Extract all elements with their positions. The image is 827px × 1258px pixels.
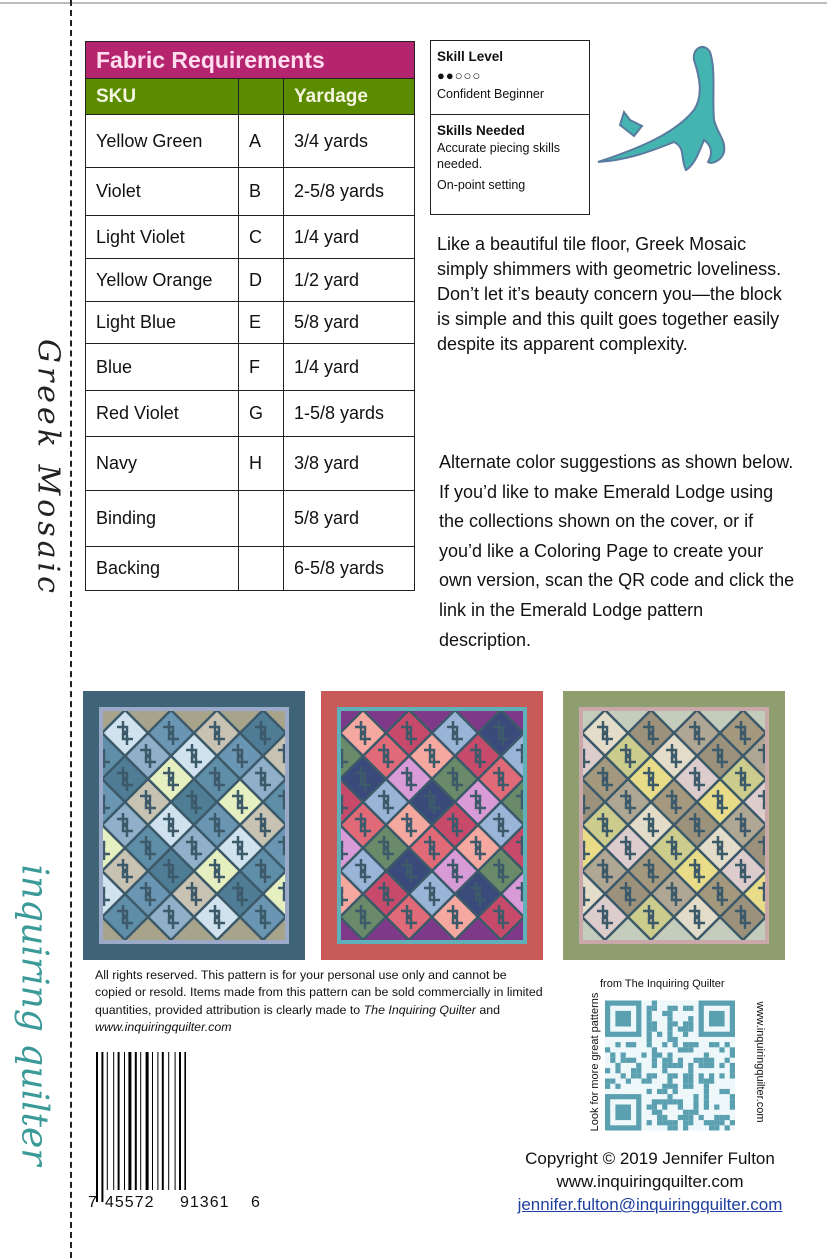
fabric-yardage: 5/8 yard bbox=[284, 491, 415, 547]
qr-code[interactable] bbox=[605, 998, 735, 1133]
qr-module bbox=[626, 1042, 631, 1047]
qr-module bbox=[730, 1068, 735, 1073]
skills-needed-1: Accurate piecing skills needed. bbox=[437, 141, 560, 171]
fabric-row bbox=[86, 491, 415, 547]
fabric-row bbox=[86, 302, 415, 344]
barcode-bar bbox=[107, 1052, 108, 1190]
qr-module bbox=[704, 1058, 709, 1063]
qr-module bbox=[631, 1058, 636, 1063]
qr-module bbox=[647, 1120, 652, 1125]
qr-module bbox=[725, 1115, 730, 1120]
qr-caption-left: Look for more great patterns bbox=[589, 992, 601, 1132]
qr-module bbox=[678, 1047, 683, 1052]
qr-module bbox=[688, 1120, 693, 1125]
header-sku: SKU bbox=[86, 79, 239, 115]
fabric-row bbox=[86, 344, 415, 391]
qr-module bbox=[652, 1047, 657, 1052]
qr-module bbox=[647, 1016, 652, 1021]
qr-module bbox=[688, 1021, 693, 1026]
qr-module bbox=[725, 1089, 730, 1094]
website-text: www.inquiringquilter.com bbox=[556, 1172, 744, 1191]
qr-module bbox=[647, 1079, 652, 1084]
quilt-preview-1 bbox=[83, 691, 305, 960]
qr-module bbox=[652, 1099, 657, 1104]
qr-module bbox=[652, 1058, 657, 1063]
qr-module bbox=[605, 1068, 610, 1073]
qr-module bbox=[626, 1079, 631, 1084]
qr-module bbox=[647, 1042, 652, 1047]
qr-module bbox=[652, 1027, 657, 1032]
qr-module bbox=[667, 1058, 672, 1063]
qr-module bbox=[615, 1084, 620, 1089]
barcode-bar bbox=[135, 1052, 137, 1190]
qr-module bbox=[693, 1058, 698, 1063]
qr-module bbox=[699, 1079, 704, 1084]
qr-module bbox=[709, 1125, 714, 1130]
qr-module bbox=[678, 1105, 683, 1110]
qr-module bbox=[647, 1032, 652, 1037]
qr-module bbox=[688, 1027, 693, 1032]
qr-module bbox=[683, 1047, 688, 1052]
fabric-yardage: 3/8 yard bbox=[284, 437, 415, 491]
qr-module bbox=[673, 1084, 678, 1089]
qr-module bbox=[730, 1047, 735, 1052]
qr-module bbox=[667, 1063, 672, 1068]
fabric-letter: C bbox=[239, 216, 284, 259]
qr-module bbox=[647, 1011, 652, 1016]
qr-module bbox=[610, 1079, 615, 1084]
copyright-block bbox=[505, 1147, 795, 1216]
qr-module bbox=[673, 1099, 678, 1104]
description-text: Like a beautiful tile floor, Greek Mosaic simply shimmers with geometric loveliness. Don’t let it’s beauty concern you—the block is simple and this quilt goes together easily despite its apparent complexity. bbox=[437, 234, 782, 354]
qr-module bbox=[647, 1089, 652, 1094]
fabric-row bbox=[86, 216, 415, 259]
qr-module bbox=[657, 1099, 662, 1104]
qr-module bbox=[652, 1073, 657, 1078]
qr-module bbox=[688, 1079, 693, 1084]
qr-module bbox=[673, 1125, 678, 1130]
qr-module bbox=[683, 1120, 688, 1125]
fabric-letter: A bbox=[239, 115, 284, 168]
qr-finder-center bbox=[615, 1105, 631, 1121]
qr-module bbox=[725, 1058, 730, 1063]
fabric-name: Yellow Orange bbox=[86, 259, 239, 302]
barcode-digits-left: 45572 bbox=[105, 1194, 155, 1211]
qr-module bbox=[699, 1073, 704, 1078]
fabric-letter: F bbox=[239, 344, 284, 391]
qr-module bbox=[693, 1042, 698, 1047]
quilt-blocks bbox=[83, 710, 305, 940]
fabric-row bbox=[86, 115, 415, 168]
qr-module bbox=[693, 1110, 698, 1115]
qr-module bbox=[683, 1032, 688, 1037]
fabric-letter: H bbox=[239, 437, 284, 491]
qr-module bbox=[693, 1094, 698, 1099]
alternate-colors-text: Alternate color suggestions as shown below. If you’d like to make Emerald Lodge using the collections shown on the cover, or if you’d like a Coloring Page to create your own version, scan the QR code and click the link in the Emerald Lodge pattern description. bbox=[439, 452, 795, 650]
qr-module bbox=[688, 1115, 693, 1120]
barcode-bar bbox=[124, 1052, 125, 1190]
qr-module bbox=[683, 1073, 688, 1078]
qr-module bbox=[662, 1058, 667, 1063]
fabric-yardage: 1-5/8 yards bbox=[284, 391, 415, 437]
qr-module bbox=[688, 1016, 693, 1021]
barcode bbox=[88, 1052, 178, 1222]
qr-module bbox=[621, 1073, 626, 1078]
qr-module bbox=[647, 1073, 652, 1078]
email-link[interactable]: jennifer.fulton@inquiringquilter.com bbox=[517, 1195, 783, 1214]
qr-module bbox=[704, 1053, 709, 1058]
qr-module bbox=[667, 1084, 672, 1089]
qr-module bbox=[662, 1089, 667, 1094]
qr-module bbox=[688, 1063, 693, 1068]
barcode-bar bbox=[168, 1052, 169, 1190]
table-title: Fabric Requirements bbox=[86, 42, 415, 79]
qr-module bbox=[683, 1084, 688, 1089]
qr-module bbox=[714, 1125, 719, 1130]
qr-module bbox=[662, 1099, 667, 1104]
qr-module bbox=[714, 1042, 719, 1047]
qr-module bbox=[605, 1084, 610, 1089]
barcode-digits-right: 91361 bbox=[180, 1194, 230, 1211]
fabric-name: Blue bbox=[86, 344, 239, 391]
qr-module bbox=[704, 1120, 709, 1125]
qr-module bbox=[631, 1042, 636, 1047]
qr-module bbox=[704, 1094, 709, 1099]
qr-module bbox=[673, 1021, 678, 1026]
qr-module bbox=[688, 1084, 693, 1089]
qr-caption-top: from The Inquiring Quilter bbox=[600, 978, 725, 990]
qr-module bbox=[704, 1063, 709, 1068]
qr-module bbox=[673, 1120, 678, 1125]
fabric-name: Binding bbox=[86, 491, 239, 547]
barcode-bar bbox=[96, 1052, 98, 1202]
qr-module bbox=[683, 1110, 688, 1115]
qr-module bbox=[641, 1079, 646, 1084]
qr-module bbox=[709, 1079, 714, 1084]
qr-module bbox=[667, 1006, 672, 1011]
qr-module bbox=[652, 1006, 657, 1011]
fabric-yardage: 1/2 yard bbox=[284, 259, 415, 302]
qr-module bbox=[647, 1037, 652, 1042]
pattern-title: Greek Mosaic bbox=[30, 339, 66, 597]
qr-module bbox=[652, 1053, 657, 1058]
fabric-yardage: 1/4 yard bbox=[284, 216, 415, 259]
qr-module bbox=[662, 1120, 667, 1125]
qr-module bbox=[662, 1068, 667, 1073]
qr-module bbox=[615, 1063, 620, 1068]
qr-module bbox=[709, 1120, 714, 1125]
qr-module bbox=[683, 1042, 688, 1047]
brand-logo-text: inquiring quilter bbox=[13, 864, 55, 1166]
barcode-bar bbox=[162, 1052, 164, 1190]
qr-module bbox=[725, 1125, 730, 1130]
qr-module bbox=[621, 1058, 626, 1063]
qr-module bbox=[688, 1068, 693, 1073]
qr-module bbox=[662, 1084, 667, 1089]
qr-module bbox=[714, 1115, 719, 1120]
qr-module bbox=[647, 1027, 652, 1032]
qr-module bbox=[678, 1027, 683, 1032]
barcode-bar bbox=[101, 1052, 103, 1202]
fabric-requirements-table bbox=[85, 41, 415, 591]
qr-module bbox=[631, 1068, 636, 1073]
qr-module bbox=[704, 1089, 709, 1094]
qr-module bbox=[610, 1053, 615, 1058]
qr-module bbox=[662, 1063, 667, 1068]
qr-module bbox=[704, 1105, 709, 1110]
rights-company: The Inquiring Quilter bbox=[363, 1002, 476, 1017]
fabric-row bbox=[86, 168, 415, 216]
qr-module bbox=[662, 1115, 667, 1120]
qr-module bbox=[652, 1105, 657, 1110]
fabric-name: Light Violet bbox=[86, 216, 239, 259]
qr-module bbox=[621, 1053, 626, 1058]
qr-module bbox=[730, 1094, 735, 1099]
qr-module bbox=[683, 1125, 688, 1130]
fabric-name: Light Blue bbox=[86, 302, 239, 344]
cat-logo-icon bbox=[594, 40, 746, 180]
qr-module bbox=[683, 1006, 688, 1011]
qr-module bbox=[652, 1021, 657, 1026]
qr-module bbox=[667, 1120, 672, 1125]
page-top-border bbox=[0, 2, 827, 4]
qr-module bbox=[647, 1021, 652, 1026]
qr-module bbox=[673, 1037, 678, 1042]
barcode-bar bbox=[146, 1052, 149, 1190]
fabric-letter: B bbox=[239, 168, 284, 216]
qr-module bbox=[631, 1073, 636, 1078]
rights-website: www.inquiringquilter.com bbox=[95, 1019, 232, 1034]
qr-module bbox=[683, 1079, 688, 1084]
qr-module bbox=[688, 1110, 693, 1115]
barcode-bar bbox=[179, 1052, 181, 1190]
qr-module bbox=[647, 1006, 652, 1011]
qr-module bbox=[652, 1001, 657, 1006]
skill-level-rating: ●●○○○ bbox=[437, 68, 482, 83]
qr-module bbox=[693, 1105, 698, 1110]
qr-module bbox=[678, 1058, 683, 1063]
fabric-letter: E bbox=[239, 302, 284, 344]
barcode-bar bbox=[152, 1052, 153, 1190]
quilt-blocks bbox=[321, 710, 543, 940]
qr-module bbox=[636, 1068, 641, 1073]
qr-module bbox=[719, 1115, 724, 1120]
cut-line bbox=[70, 0, 72, 1258]
qr-module bbox=[610, 1058, 615, 1063]
barcode-digit-first: 7 bbox=[88, 1194, 97, 1211]
copyright-text: Copyright © 2019 Jennifer Fulton bbox=[525, 1149, 775, 1168]
qr-module bbox=[657, 1110, 662, 1115]
qr-module bbox=[688, 1042, 693, 1047]
fabric-name: Navy bbox=[86, 437, 239, 491]
qr-module bbox=[683, 1115, 688, 1120]
barcode-bar bbox=[184, 1052, 186, 1190]
qr-module bbox=[730, 1073, 735, 1078]
skill-box bbox=[430, 40, 590, 215]
qr-module bbox=[730, 1063, 735, 1068]
quilt-preview-3 bbox=[563, 691, 785, 960]
barcode-bars bbox=[96, 1052, 186, 1202]
fabric-name: Red Violet bbox=[86, 391, 239, 437]
quilt-blocks bbox=[563, 710, 785, 940]
barcode-digit-last: 6 bbox=[251, 1194, 260, 1211]
qr-module bbox=[730, 1053, 735, 1058]
qr-module bbox=[730, 1099, 735, 1104]
fabric-letter bbox=[239, 547, 284, 591]
qr-finder-center bbox=[709, 1011, 725, 1027]
qr-module bbox=[657, 1032, 662, 1037]
qr-module bbox=[657, 1115, 662, 1120]
qr-module bbox=[667, 1125, 672, 1130]
qr-module bbox=[667, 1053, 672, 1058]
fabric-row bbox=[86, 259, 415, 302]
rights-notice bbox=[95, 967, 545, 1036]
barcode-bar bbox=[157, 1052, 158, 1190]
qr-module bbox=[673, 1063, 678, 1068]
qr-module bbox=[605, 1047, 610, 1052]
skill-level-label: Confident Beginner bbox=[437, 87, 545, 101]
qr-module bbox=[678, 1063, 683, 1068]
fabric-yardage: 3/4 yards bbox=[284, 115, 415, 168]
qr-module bbox=[719, 1073, 724, 1078]
qr-module bbox=[699, 1058, 704, 1063]
fabric-name: Backing bbox=[86, 547, 239, 591]
qr-module bbox=[725, 1042, 730, 1047]
qr-module bbox=[693, 1099, 698, 1104]
fabric-row bbox=[86, 391, 415, 437]
qr-module bbox=[673, 1073, 678, 1078]
qr-module bbox=[709, 1063, 714, 1068]
qr-module bbox=[605, 1079, 610, 1084]
fabric-letter: G bbox=[239, 391, 284, 437]
qr-module bbox=[667, 1073, 672, 1078]
qr-module bbox=[662, 1042, 667, 1047]
qr-module bbox=[678, 1115, 683, 1120]
qr-module bbox=[667, 1037, 672, 1042]
qr-module bbox=[730, 1120, 735, 1125]
qr-module bbox=[667, 1032, 672, 1037]
fabric-name: Violet bbox=[86, 168, 239, 216]
qr-finder-center bbox=[615, 1011, 631, 1027]
qr-section bbox=[580, 978, 765, 1138]
qr-module bbox=[704, 1084, 709, 1089]
qr-module bbox=[667, 1079, 672, 1084]
qr-module bbox=[714, 1120, 719, 1125]
qr-module bbox=[615, 1068, 620, 1073]
qr-module bbox=[730, 1105, 735, 1110]
qr-module bbox=[667, 1011, 672, 1016]
qr-module bbox=[683, 1021, 688, 1026]
fabric-yardage: 1/4 yard bbox=[284, 344, 415, 391]
barcode-bar bbox=[128, 1052, 131, 1190]
skills-needed-2: On-point setting bbox=[437, 178, 526, 192]
qr-module bbox=[678, 1099, 683, 1104]
qr-module bbox=[719, 1063, 724, 1068]
qr-module bbox=[652, 1063, 657, 1068]
fabric-name: Yellow Green bbox=[86, 115, 239, 168]
qr-module bbox=[657, 1053, 662, 1058]
barcode-bar bbox=[118, 1052, 120, 1190]
qr-module bbox=[667, 1021, 672, 1026]
qr-module bbox=[688, 1073, 693, 1078]
header-yardage: Yardage bbox=[284, 79, 415, 115]
qr-module bbox=[652, 1110, 657, 1115]
barcode-bar bbox=[175, 1052, 176, 1190]
header-letter bbox=[239, 79, 284, 115]
qr-module bbox=[615, 1042, 620, 1047]
qr-module bbox=[688, 1047, 693, 1052]
qr-module bbox=[667, 1099, 672, 1104]
qr-module bbox=[667, 1027, 672, 1032]
qr-module bbox=[673, 1006, 678, 1011]
qr-module bbox=[647, 1105, 652, 1110]
qr-module bbox=[704, 1099, 709, 1104]
qr-module bbox=[704, 1079, 709, 1084]
qr-module bbox=[662, 1105, 667, 1110]
qr-module bbox=[662, 1011, 667, 1016]
barcode-bar bbox=[140, 1052, 141, 1190]
qr-module bbox=[673, 1042, 678, 1047]
skills-needed-heading: Skills Needed bbox=[437, 123, 525, 138]
qr-module bbox=[709, 1073, 714, 1078]
qr-module bbox=[719, 1089, 724, 1094]
qr-module bbox=[657, 1089, 662, 1094]
fabric-row bbox=[86, 437, 415, 491]
qr-caption-right: www.inquiringquilter.com bbox=[754, 1001, 766, 1123]
fabric-letter: D bbox=[239, 259, 284, 302]
fabric-letter bbox=[239, 491, 284, 547]
qr-module bbox=[636, 1063, 641, 1068]
qr-module bbox=[636, 1073, 641, 1078]
fabric-row bbox=[86, 547, 415, 591]
qr-module bbox=[709, 1058, 714, 1063]
fabric-yardage: 5/8 yard bbox=[284, 302, 415, 344]
qr-module bbox=[657, 1120, 662, 1125]
qr-module bbox=[641, 1053, 646, 1058]
qr-module bbox=[699, 1115, 704, 1120]
rights-text: All rights reserved. This pattern is for your personal use only and cannot be copied or resold. Items made from this pattern can be sold commercially in limited quantities, provided attribution is clearly made to bbox=[95, 968, 543, 1017]
qr-module bbox=[719, 1120, 724, 1125]
qr-module bbox=[667, 1094, 672, 1099]
qr-module bbox=[683, 1027, 688, 1032]
quilt-preview-2 bbox=[321, 691, 543, 960]
rights-and: and bbox=[475, 1002, 500, 1017]
qr-module bbox=[714, 1105, 719, 1110]
qr-module bbox=[719, 1047, 724, 1052]
barcode-bar bbox=[113, 1052, 114, 1190]
qr-module bbox=[667, 1016, 672, 1021]
skill-level-heading: Skill Level bbox=[437, 49, 504, 64]
qr-module bbox=[626, 1058, 631, 1063]
fabric-yardage: 2-5/8 yards bbox=[284, 168, 415, 216]
qr-module bbox=[673, 1089, 678, 1094]
fabric-yardage: 6-5/8 yards bbox=[284, 547, 415, 591]
qr-module bbox=[699, 1063, 704, 1068]
qr-module bbox=[709, 1042, 714, 1047]
qr-module bbox=[688, 1006, 693, 1011]
